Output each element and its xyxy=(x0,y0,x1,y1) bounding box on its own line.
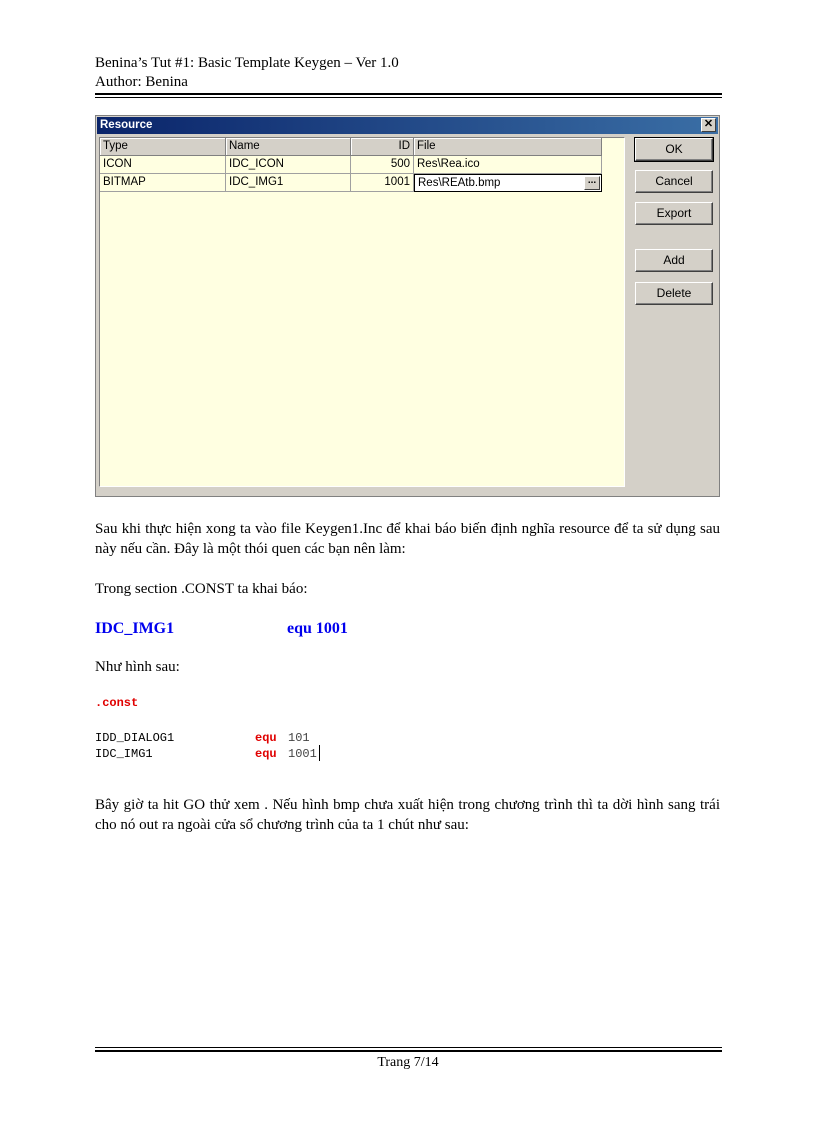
text-caret xyxy=(319,745,320,761)
code-constant-value: 101 xyxy=(288,731,310,745)
dialog-title: Resource xyxy=(100,119,153,131)
column-header-file[interactable]: File xyxy=(414,138,602,156)
cancel-button[interactable]: Cancel xyxy=(635,170,713,193)
column-header-type[interactable]: Type xyxy=(100,138,226,156)
cell-name[interactable]: IDC_ICON xyxy=(226,156,351,174)
cell-type[interactable]: ICON xyxy=(100,156,226,174)
footer-rule xyxy=(95,1050,722,1052)
code-directive: .const xyxy=(95,696,139,710)
column-header-name[interactable]: Name xyxy=(226,138,351,156)
paragraph-intro: Sau khi thực hiện xong ta vào file Keygen1.Inc để khai báo biến định nghĩa resource để ta sử dụng sau này nếu cần. Đây là một thói quen các bạn nên làm: xyxy=(95,521,720,557)
browse-button[interactable]: ... xyxy=(584,176,600,190)
dialog-titlebar xyxy=(97,117,718,134)
paragraph-run-instructions: Bây giờ ta hit GO thử xem . Nếu hình bmp chưa xuất hiện trong chương trình thì ta dời hình sang trái cho nó out ra ngoài cửa sổ chương trình của ta 1 chút như sau: xyxy=(95,797,720,833)
add-button[interactable]: Add xyxy=(635,249,713,272)
resource-dialog xyxy=(95,115,720,497)
export-button[interactable]: Export xyxy=(635,202,713,225)
cell-id[interactable]: 500 xyxy=(351,156,414,174)
code-constant-value: 1001 xyxy=(288,747,317,761)
code-keyword: equ xyxy=(255,747,277,761)
cell-file[interactable]: Res\Rea.ico xyxy=(414,156,602,174)
header-rule xyxy=(95,93,722,95)
delete-button[interactable]: Delete xyxy=(635,282,713,305)
code-keyword: equ xyxy=(255,731,277,745)
column-header-id[interactable]: ID xyxy=(351,138,414,156)
paragraph-const-section: Trong section .CONST ta khai báo: xyxy=(95,581,308,597)
cell-name[interactable]: IDC_IMG1 xyxy=(226,174,351,192)
code-constant-name: IDD_DIALOG1 xyxy=(95,731,175,745)
header-rule-thin xyxy=(95,97,722,98)
cell-type[interactable]: BITMAP xyxy=(100,174,226,192)
page-number: Trang 7/14 xyxy=(377,1055,439,1070)
code-constant-name: IDC_IMG1 xyxy=(95,747,153,761)
cell-file[interactable]: Res\REAtb.bmp xyxy=(418,177,501,189)
ok-button[interactable]: OK xyxy=(635,138,713,161)
resource-table xyxy=(99,137,625,487)
document-title: Benina’s Tut #1: Basic Template Keygen – Ver 1.0 xyxy=(95,55,399,71)
definition-name: IDC_IMG1 xyxy=(95,620,175,637)
paragraph-figure-intro: Như hình sau: xyxy=(95,659,180,675)
footer-rule-thin xyxy=(95,1047,722,1048)
file-edit-cell[interactable] xyxy=(414,174,602,192)
document-author: Author: Benina xyxy=(95,74,188,90)
definition-value: equ 1001 xyxy=(287,620,348,637)
cell-id[interactable]: 1001 xyxy=(351,174,414,192)
close-icon[interactable]: ✕ xyxy=(701,118,716,132)
